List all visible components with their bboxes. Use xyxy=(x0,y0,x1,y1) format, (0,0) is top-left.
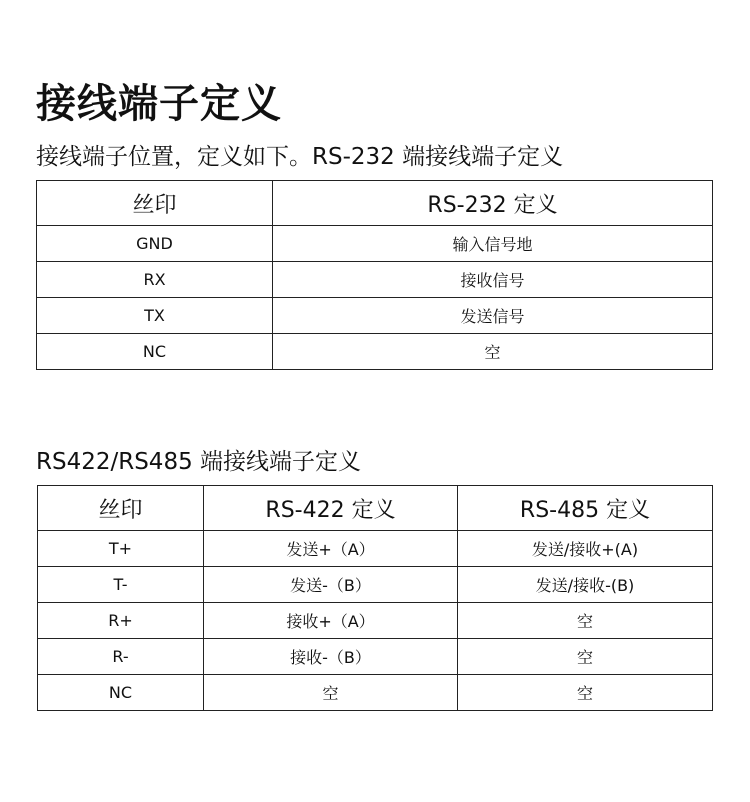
rs485-definition: 空 xyxy=(458,603,713,639)
column-header-silkscreen: 丝印 xyxy=(37,181,273,226)
table-header-row xyxy=(37,181,713,226)
rs232-section-title: 接线端子位置，定义如下。RS-232 端接线端子定义 xyxy=(36,144,564,170)
pin-definition: 发送信号 xyxy=(273,298,713,334)
table-row xyxy=(37,226,713,262)
pin-label: R+ xyxy=(38,603,204,639)
table-row xyxy=(38,675,713,711)
pin-label: NC xyxy=(38,675,204,711)
rs422-rs485-definition-table xyxy=(37,485,713,711)
table-row xyxy=(38,567,713,603)
rs485-definition: 发送/接收-(B) xyxy=(458,567,713,603)
pin-label: T- xyxy=(38,567,204,603)
rs422-definition: 接收-（B） xyxy=(204,639,458,675)
rs485-definition: 发送/接收+(A) xyxy=(458,531,713,567)
rs422-definition: 发送+（A） xyxy=(204,531,458,567)
rs422-rs485-section-title: RS422/RS485 端接线端子定义 xyxy=(36,449,362,475)
table-row xyxy=(38,531,713,567)
rs422-definition: 空 xyxy=(204,675,458,711)
pin-label: TX xyxy=(37,298,273,334)
pin-label: R- xyxy=(38,639,204,675)
rs485-definition: 空 xyxy=(458,675,713,711)
column-header-rs485-definition: RS-485 定义 xyxy=(458,486,713,531)
column-header-silkscreen: 丝印 xyxy=(38,486,204,531)
pin-label: RX xyxy=(37,262,273,298)
column-header-rs422-definition: RS-422 定义 xyxy=(204,486,458,531)
rs422-definition: 发送-（B） xyxy=(204,567,458,603)
table-row xyxy=(37,298,713,334)
pin-label: GND xyxy=(37,226,273,262)
table-row xyxy=(38,639,713,675)
pin-definition: 输入信号地 xyxy=(273,226,713,262)
rs485-definition: 空 xyxy=(458,639,713,675)
pin-label: NC xyxy=(37,334,273,370)
rs232-definition-table xyxy=(36,180,713,370)
table-row xyxy=(37,334,713,370)
page-title: 接线端子定义 xyxy=(36,81,282,127)
rs422-definition: 接收+（A） xyxy=(204,603,458,639)
column-header-rs232-definition: RS-232 定义 xyxy=(273,181,713,226)
table-row xyxy=(37,262,713,298)
pin-definition: 接收信号 xyxy=(273,262,713,298)
pin-label: T+ xyxy=(38,531,204,567)
table-row xyxy=(38,603,713,639)
pin-definition: 空 xyxy=(273,334,713,370)
table-header-row xyxy=(38,486,713,531)
